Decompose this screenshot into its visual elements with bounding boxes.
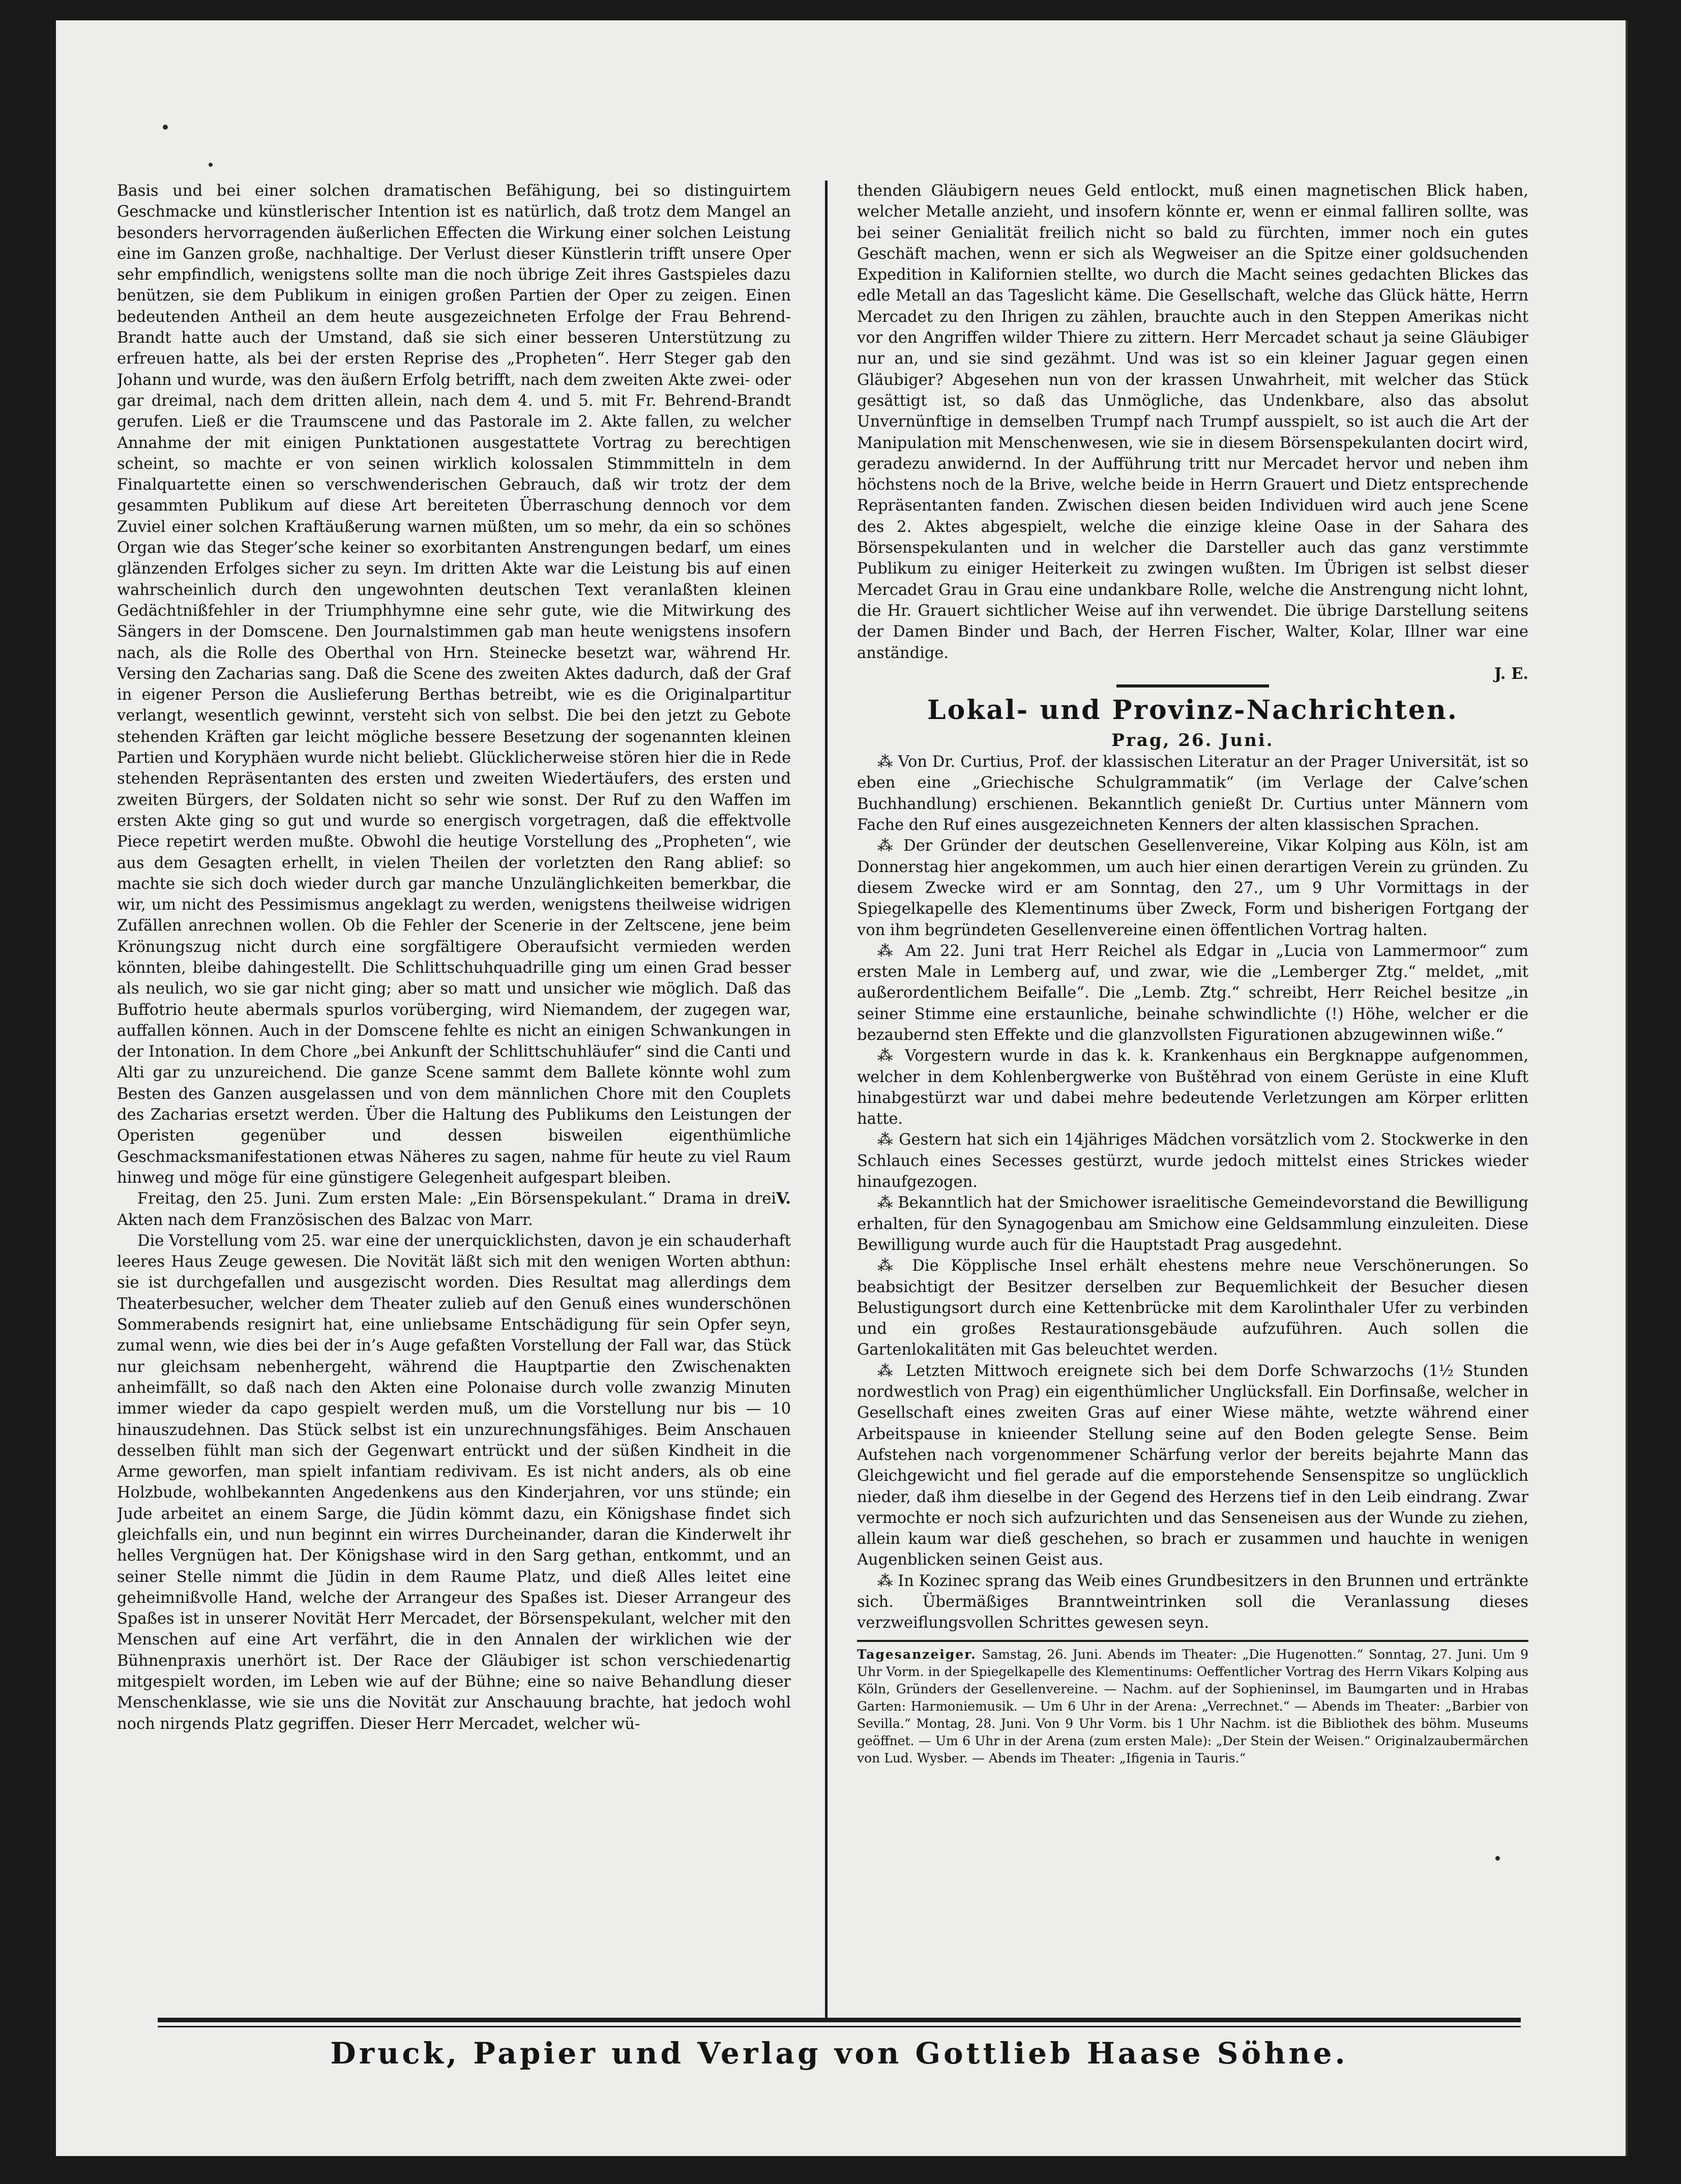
opera-review-continuation: Basis und bei einer solchen dramatischen Befähigung, bei so distinguirtem Geschmacke und künstlerischer Intention ist es natürlich, daß trotz dem Mangel an besonders hervorragenden äußerlichen Effecten die Wirkung einer solchen Leistung eine im Ganzen große, nachhaltige. Der Verlust dieser Künstlerin trifft unsere Oper sehr empfindlich, wenigstens sollte man die noch übrige Zeit ihres Gastspieles dazu benützen, sie dem Publikum in einigen großen Partien der Oper zu zeigen. Einen bedeutenden Antheil an dem heute ausgezeichneten Erfolge der Frau Behrend-Brandt hatte auch der Umstand, daß sie sich einer besseren Unterstützung zu erfreuen hatte, als bei der ersten Reprise des „Propheten“. Herr Steger gab den Johann und wurde, was den äußern Erfolg betrifft, nach dem zweiten Akte zwei- oder gar dreimal, nach dem dritten allein, nach dem 4. und 5. mit Fr. Behrend-Brandt gerufen. Ließ er die Traumscene und das Pastorale im 2. Akte fallen, zu welcher Annahme der mit einigen Punktationen ausgestattete Vortrag zu berechtigen scheint, so machte er von seinen wirklich kolossalen Stimmmitteln in dem Finalquartette einen so verschwenderischen Gebrauch, daß wir trotz der dem gesammten Publikum auf diese Art bereiteten Überraschung dennoch vor dem Zuviel einer solchen Kraftäußerung warnen müßten, um so mehr, da ein so schönes Organ wie das Steger’sche keiner so exorbitanten Anstrengungen bedarf, um eines glänzenden Erfolges sicher zu seyn. Im dritten Akte war die Leistung bis auf einen wahrscheinlich durch den ungewohnten deutschen Text veranlaßten kleinen Gedächtnißfehler in der Triumphhymne eine sehr gute, wie die Mitwirkung des Sängers in der Domscene. Den Journalstimmen gab man heute wenigstens insofern nach, als die Rolle des Oberthal von Hrn. Steinecke besetzt war, während Hr. Versing den Zacharias sang. Daß die Scene des zweiten Aktes dadurch, daß der Graf in eigener Person die Auslieferung Berthas betreibt, wie es die Originalpartitur verlangt, wesentlich gewinnt, versteht sich von selbst. Die bei den jetzt zu Gebote stehenden Kräften gar leicht mögliche bessere Besetzung der sogenannten kleinen Partien und Koryphäen wurde nicht beliebt. Glücklicherweise stören hier die in Rede stehenden Repräsentanten des ersten und zweiten Wiedertäufers, des ersten und zweiten Bürgers, der Soldaten nicht so sehr wie sonst. Der Ruf zu den Waffen im ersten Akte ging so gut und wurde so energisch vorgetragen, daß die effektvolle Piece repetirt werden mußte. Obwohl die heutige Vorstellung des „Propheten“, wie aus dem Gesagten erhellt, in vielen Theilen der vorletzten den Rang ablief: so machte sie sich doch wieder durch gar manche Unzulänglichkeiten bemerkbar, die wir, um nicht des Pessimismus angeklagt zu werden, wenigstens theilweise widrigen Zufällen anrechnen wollen. Ob die Fehler der Scenerie in der Zeltscene, jene beim Krönungszug nicht durch eine sorgfältigere Oberaufsicht vermieden werden könnten, bleibe dahingestellt. Die Schlittschuhquadrille ging um einen Grad besser als neulich, wo sie gar nicht ging; aber so matt und unsicher wie möglich. Daß das Buffotrio heute abermals spurlos vorüberging, wird Niemandem, der zugegen war, auffallen können. Auch in der Domscene fehlte es nicht an einigen Schwankungen in der Intonation. In dem Chore „bei Ankunft der Schlittschuhläufer“ sind die Canti und Alti gar zu unzureichend. Die ganze Scene sammt dem Ballete könnte wohl zum Besten des Ganzen ausgelassen und von dem männlichen Chore mit den Couplets des Zacharias ersetzt werden. Über die Haltung des Publikums den Leistungen der Operisten gegenüber und dessen bisweilen eigenthümliche Geschmacksmanifestationen etwas Näheres zu sagen, nahme für heute zu viel Raum hinweg und möge für eine günstigere Gelegenheit aufgespart bleiben. <box>117 182 791 1187</box>
news-item: ⁂ Letzten Mittwoch ereignete sich bei dem Dorfe Schwarzochs (1½ Stunden nordwestlich von Prag) ein eigenthümlicher Unglücksfall. Ein Dorfinsaße, welcher in Gesellschaft eines zweiten Gras auf einer Wiese mähte, wetzte während einer Arbeitspause in knieender Stellung seine auf den Boden gelegte Sense. Beim Aufstehen nach vorgenommener Schärfung verlor der bereits bejahrte Mann das Gleichgewicht und fiel gerade auf die emporstehende Sensenspitze so unglücklich nieder, daß ihm dieselbe in der Gegend des Herzens tief in den Leib eindrang. Zwar vermochte er noch sich aufzurichten und das Senseneisen aus der Wunde zu ziehen, allein kaum war dieß geschehen, so brach er zusammen und hauchte in wenigen Augenblicken seinen Geist aus. <box>857 1362 1528 1569</box>
page-content <box>117 181 1531 2037</box>
theater-review-end: thenden Gläubigern neues Geld entlockt, muß einen magnetischen Blick haben, welcher Metalle anzieht, und insofern könnte er, wenn er einmal falliren sollte, was bei seiner Genialität freilich nicht so bald zu fürchten, immer noch ein gutes Geschäft machen, wenn er sich als Wegweiser an die Spitze einer goldsuchenden Expedition in Kalifornien stellte, wo durch die Macht seines gedachten Blickes das edle Metall an das Tageslicht käme. Die Gesellschaft, welche das Glück hätte, Herrn Mercadet zu den Ihrigen zu zählen, brauchte auch in den Steppen Amerikas nicht vor den Angriffen wilder Thiere zu zittern. Herr Mercadet schaut ja seine Gläubiger nur an, und sie sind gezähmt. Und was ist so ein kleiner Jaguar gegen einen Gläubiger? Abgesehen nun von der krassen Unwahrheit, mit welcher das Stück gesättigt ist, so daß das Unmögliche, das Undenkbare, also das absolut Unvernünftige in demselben Trumpf nach Trumpf ausspielt, so ist auch die Art der Manipulation mit Menschenwesen, wie sie in diesem Börsenspekulanten docirt wird, geradezu anwidernd. In der Aufführung tritt nur Mercadet hervor und neben ihm höchstens noch de la Brive, welche beide in Herrn Grauert und Dietz entsprechende Repräsentanten fanden. Zwischen diesen beiden Individuen wird auch jene Scene des 2. Aktes abgespielt, welche die einzige kleine Oase in der Sahara des Börsenspekulanten und in welcher die Darsteller auch das ganz verstimmte Publikum zu einiger Heiterkeit zu zwingen wußten. Im Übrigen ist selbst dieser Mercadet Grau in Grau eine undankbare Rolle, welche die Anstrengung nicht lohnt, die Hr. Grauert sichtlicher Weise auf ihn verwendet. Die übrige Darstellung seitens der Damen Binder und Bach, der Herren Fischer, Walter, Kolar, Illner war eine anständige. <box>857 182 1528 662</box>
tagesanzeiger <box>857 1646 1528 1767</box>
tagesanzeiger-title: Tagesanzeiger. <box>857 1647 977 1662</box>
news-item: ⁂ Bekanntlich hat der Smichower israelitische Gemeindevorstand die Bewilligung erhalten, für den Synagogenbau am Smichow eine Geldsammlung einzuleiten. Diese Bewilligung wurde auch für die Hauptstadt Prag ausgedehnt. <box>857 1194 1528 1254</box>
theater-heading-paragraph: Freitag, den 25. Juni. Zum ersten Male: „Ein Börsenspekulant.“ Drama in drei Akten nach dem Französischen des Balzac von Marr. <box>117 1190 777 1229</box>
tagesanzeiger-paragraph <box>857 1646 1528 1767</box>
dateline: Prag, 26. Juni. <box>1111 730 1274 751</box>
left-column <box>117 181 791 2016</box>
section-title: Lokal- und Provinz-Nachrichten. <box>927 695 1458 726</box>
imprint-line: Druck, Papier und Verlag von Gottlieb Haase Söhne. <box>330 2036 1348 2071</box>
news-item: ⁂ Gestern hat sich ein 14jähriges Mädchen vorsätzlich vom 2. Stockwerke in den Schlauch eines Secesses gestürzt, wurde jedoch mittelst eines Strickes wieder hinaufgezogen. <box>857 1131 1528 1191</box>
news-item: ⁂ Am 22. Juni trat Herr Reichel als Edgar in „Lucia von Lammermoor“ zum ersten Male in Lemberg auf, und zwar, wie die „Lemberger Ztg.“ meldet, „mit außerordentlichem Beifalle“. Die „Lemb. Ztg.“ schreibt, Herr Reichel besitze „in seiner Stimme eine erstaunliche, beinahe schwindlichte (!) Höhe, welcher er die bezaubernd sten Effekte und die glanzvollsten Figurationen abzugewinnen wiße.“ <box>857 942 1528 1044</box>
section-rule <box>1116 684 1269 687</box>
ink-speck <box>163 125 168 130</box>
ink-speck <box>209 163 213 167</box>
column-divider <box>825 181 828 2021</box>
tagesanzeiger-text: Samstag, 26. Juni. Abends im Theater: „Die Hugenotten.“ Sonntag, 27. Juni. Um 9 Uhr Vorm. in der Spiegelkapelle des Klementinums: Oeffentlicher Vortrag des Herrn Vikars Kolping aus Köln, Gründers der Gesellenvereine. — Nachm. auf der Sophieninsel, im Baumgarten und in Hrabas Garten: Harmoniemusik. — Um 6 Uhr in der Arena: „Verrechnet.“ — Abends im Theater: „Barbier von Sevilla.“ Montag, 28. Juni. Von 9 Uhr Vorm. bis 1 Uhr Nachm. ist die Bibliothek des böhm. Museums geöffnet. — Um 6 Uhr in der Arena (zum ersten Male): „Der Stein der Weisen.“ Originalzaubermärchen von Lud. Wysber. — Abends im Theater: „Ifigenia in Tauris.“ <box>857 1647 1528 1766</box>
theater-signature: J. E. <box>1494 664 1528 683</box>
news-item: ⁂ Der Gründer der deutschen Gesellenvereine, Vikar Kolping aus Köln, ist am Donnerstag hier angekommen, um auch hier einen derartigen Verein zu gründen. Zu diesem Zwecke wird er am Sonntag, den 27., um 9 Uhr Vormittags in der Spiegelkapelle des Klementinums über Zweck, Form und bisherigen Fortgang der von ihm begründeten Gesellenvereine einen öffentlichen Vortrag halten. <box>857 837 1528 939</box>
footer-rule-thin <box>158 2026 1521 2027</box>
right-column <box>857 181 1528 2016</box>
footer-rule-thick <box>158 2018 1521 2022</box>
news-item: ⁂ Vorgestern wurde in das k. k. Krankenhaus ein Bergknappe aufgenommen, welcher in dem Kohlenbergwerke von Buštěhrad von einem Gerüste in eine Kluft hinabgestürzt war und dabei mehre bedeutende Verletzungen am Körper erlitten hatte. <box>857 1047 1528 1128</box>
news-item: ⁂ In Kozinec sprang das Weib eines Grundbesitzers in den Brunnen und ertränkte sich. Übermäßiges Branntweintrinken soll die Veranlassung dieses verzweiflungsvollen Schrittes gewesen seyn. <box>857 1572 1528 1632</box>
news-item: ⁂ Von Dr. Curtius, Prof. der klassischen Literatur an der Prager Universität, ist so eben eine „Griechische Schulgrammatik“ (im Verlage der Calve’schen Buchhandlung) erschienen. Bekanntlich genießt Dr. Curtius unter Männern vom Fache den Ruf eines ausgezeichneten Kenners der alten klassischen Sprachen. <box>857 753 1528 834</box>
news-item: ⁂ Die Köpplische Insel erhält ehestens mehre neue Verschönerungen. So beabsichtigt der Besitzer derselben zur Bequemlichkeit der Besucher diesen Belustigungsort durch eine Kettenbrücke mit dem Karolinthaler Ufer zu verbinden und ein großes Restaurationsgebäude aufzuführen. Auch sollen die Gartenlokalitäten mit Gas beleuchtet werden. <box>857 1257 1528 1359</box>
theater-review-paragraph: Die Vorstellung vom 25. war eine der unerquicklichsten, davon je ein schauderhaft leeres Haus Zeuge gewesen. Die Novität läßt sich mit den wenigen Worten abthun: sie ist durchgefallen und ausgezischt worden. Dies Resultat mag allerdings dem Theaterbesucher, welcher dem Theater zulieb auf den Genuß eines wunderschönen Sommerabends resignirt hat, eine unliebsame Entschädigung für sein Opfer seyn, zumal wenn, wie dies bei der in’s Auge gefaßten Vorstellung der Fall war, das Stück nur gleichsam nebenhergeht, während die Hauptpartie den Zwischenakten anheimfällt, so daß nach den Akten eine Polonaise durch volle zwanzig Minuten immer wieder da capo gespielt werden muß, um die Vorstellung nur bis — 10 hinauszudehnen. Das Stück selbst ist ein unzurechnungsfähiges. Beim Anschauen desselben fühlt man sich der Gegenwart entrückt und der süßen Kindheit in die Arme geworfen, man spielt infantiam redivivam. Es ist nicht anders, als ob eine Holzbude, wohlbekannten Angedenkens aus den Kinderjahren, vor uns stünde; ein Jude arbeitet an einem Sarge, die Jüdin kömmt dazu, ein Königshase findet sich gleichfalls ein, und nun beginnt ein wirres Durcheinander, daran die Kinderwelt ihr helles Vergnügen hat. Der Königshase wird in den Sarg gethan, entkommt, und an seiner Stelle nimmt die Jüdin in dem Raume Platz, und dieß Alles leitet eine geheimnißvolle Hand, welche der Arrangeur des Spaßes ist. Dieser Arrangeur des Spaßes ist in unserer Novität Herr Mercadet, der Börsenspekulant, welcher mit den Menschen auf eine Art verfährt, die in den Annalen der wirklichen wie der Bühnenpraxis unerhört ist. Der Race der Gläubiger ist schon verschiedenartig mitgespielt worden, im Leben wie auf der Bühne; eine so naive Behandlung dieser Menschenklasse, wie sie uns die Novität zur Anschauung brachte, hat jedoch wohl noch nirgends Platz gegriffen. Dieser Herr Mercadet, welcher wü- <box>117 1232 791 1733</box>
review-signature: V. <box>776 1189 791 1208</box>
tagesanzeiger-divider <box>857 1640 1528 1642</box>
